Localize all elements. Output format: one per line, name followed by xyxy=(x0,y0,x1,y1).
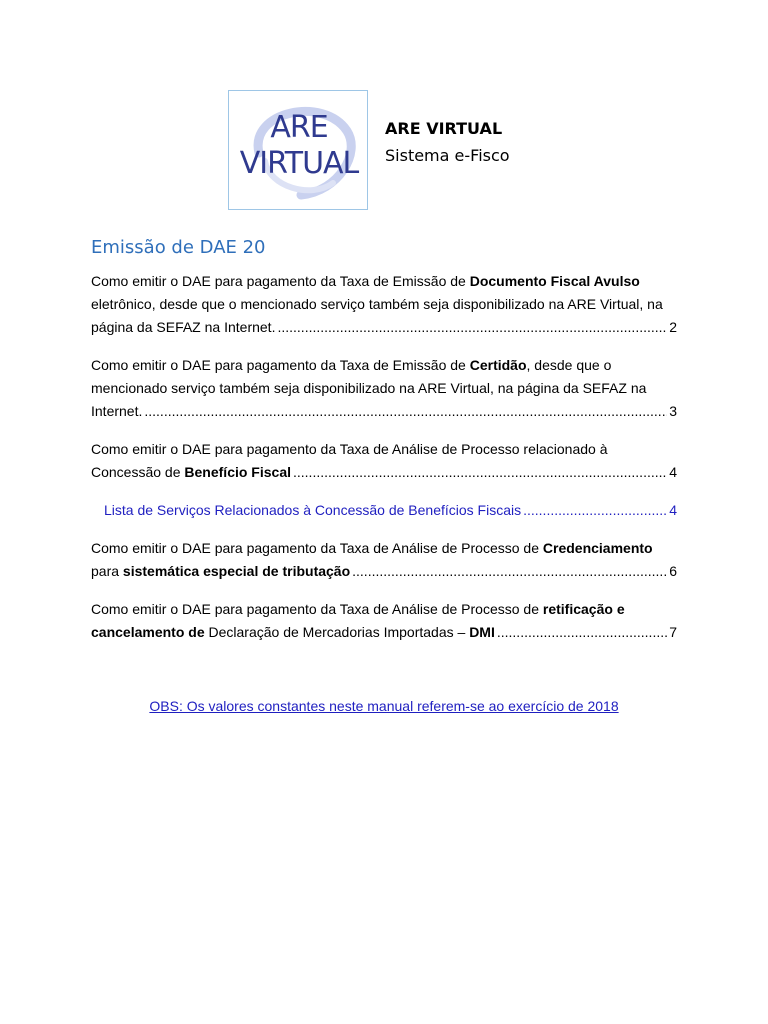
toc-entry-line xyxy=(91,621,677,644)
toc-entry-line xyxy=(91,400,677,423)
toc-entry[interactable] xyxy=(91,598,677,644)
toc-entry-text xyxy=(104,499,521,522)
brand-block xyxy=(385,119,510,166)
toc-page-number: 6 xyxy=(669,563,677,579)
toc-bold-term: DMI xyxy=(469,624,495,640)
toc-bold-term: Certidão xyxy=(469,357,527,373)
toc-bold-term: Benefício Fiscal xyxy=(184,464,291,480)
toc-entry[interactable] xyxy=(91,537,677,583)
toc-text-segment: Declaração de Mercadorias Importadas – xyxy=(204,624,470,640)
toc-entry-line xyxy=(91,377,677,400)
toc-page-number: 2 xyxy=(669,319,677,335)
obs-link[interactable]: OBS: Os valores constantes neste manual referem-se ao exercício de 2018 xyxy=(149,698,619,714)
toc-entry-text xyxy=(91,598,625,621)
toc-text-segment: mencionado serviço também seja disponibilizado na ARE Virtual, na página da SEFAZ na xyxy=(91,380,647,396)
toc-entry[interactable] xyxy=(91,499,677,522)
toc-page-number: 4 xyxy=(669,464,677,480)
toc-entry-text xyxy=(91,270,640,293)
toc-page-number: 3 xyxy=(669,403,677,419)
toc-entry-line xyxy=(91,316,677,339)
toc-entry-text xyxy=(91,377,646,400)
toc-bold-term: cancelamento de xyxy=(91,624,205,640)
toc-leader-dots xyxy=(497,621,667,644)
toc-text-segment: Como emitir o DAE para pagamento da Taxa de Análise de Processo de xyxy=(91,601,543,617)
toc-entry-text xyxy=(91,354,611,377)
toc-entry-line xyxy=(91,598,677,621)
table-of-contents xyxy=(91,270,677,659)
toc-page-number: 7 xyxy=(669,624,677,640)
toc-text-segment: Internet. xyxy=(91,403,143,419)
are-virtual-logo xyxy=(228,90,368,210)
toc-text-segment: Como emitir o DAE para pagamento da Taxa de Análise de Processo de xyxy=(91,540,543,556)
brand-title: ARE VIRTUAL xyxy=(385,119,503,138)
toc-text-segment: página da SEFAZ na Internet. xyxy=(91,319,276,335)
toc-entry-text xyxy=(91,560,350,583)
toc-text-segment: Lista de Serviços Relacionados à Concessão de Benefícios Fiscais xyxy=(104,502,522,518)
logo-text-are: ARE xyxy=(270,110,328,145)
toc-bold-term: Documento Fiscal Avulso xyxy=(469,273,640,289)
toc-entry-line xyxy=(91,438,677,461)
toc-entry[interactable] xyxy=(91,270,677,339)
toc-entry-line xyxy=(104,499,677,522)
toc-entry-text xyxy=(91,461,291,484)
toc-entry-text xyxy=(91,438,608,461)
toc-entry-line xyxy=(91,537,677,560)
toc-text-segment: para xyxy=(91,563,123,579)
toc-entry-line xyxy=(91,270,677,293)
brand-subtitle: Sistema e-Fisco xyxy=(385,146,510,165)
toc-text-segment: Como emitir o DAE para pagamento da Taxa de Análise de Processo relacionado à xyxy=(91,441,608,457)
toc-leader-dots xyxy=(293,461,667,484)
toc-leader-dots xyxy=(277,316,667,339)
toc-entry[interactable] xyxy=(91,438,677,484)
toc-page-number: 4 xyxy=(669,502,677,518)
toc-leader-dots xyxy=(144,400,667,423)
toc-text-segment: Concessão de xyxy=(91,464,185,480)
toc-entry-text xyxy=(91,316,275,339)
toc-entry-text xyxy=(91,537,653,560)
toc-entry-line xyxy=(91,293,677,316)
toc-text-segment: Como emitir o DAE para pagamento da Taxa de Emissão de xyxy=(91,357,470,373)
toc-entry-line xyxy=(91,461,677,484)
toc-entry-text xyxy=(91,293,663,316)
toc-entry-line xyxy=(91,354,677,377)
toc-entry-text xyxy=(91,400,142,423)
toc-leader-dots xyxy=(352,560,667,583)
toc-entry-line xyxy=(91,560,677,583)
toc-entry-text xyxy=(91,621,495,644)
toc-bold-term: sistemática especial de tributação xyxy=(122,563,351,579)
toc-text-segment: , desde que o xyxy=(526,357,612,373)
section-title: Emissão de DAE 20 xyxy=(91,237,266,258)
toc-bold-term: Credenciamento xyxy=(542,540,653,556)
toc-entry[interactable] xyxy=(91,354,677,423)
toc-bold-term: retificação e xyxy=(542,601,625,617)
toc-leader-dots xyxy=(523,499,667,522)
logo-text-virtual: VIRTUAL xyxy=(239,146,359,181)
toc-text-segment: Como emitir o DAE para pagamento da Taxa de Emissão de xyxy=(91,273,470,289)
toc-text-segment: eletrônico, desde que o mencionado serviço também seja disponibilizado na ARE Virtual, na xyxy=(91,296,663,312)
obs-note[interactable] xyxy=(0,696,768,716)
